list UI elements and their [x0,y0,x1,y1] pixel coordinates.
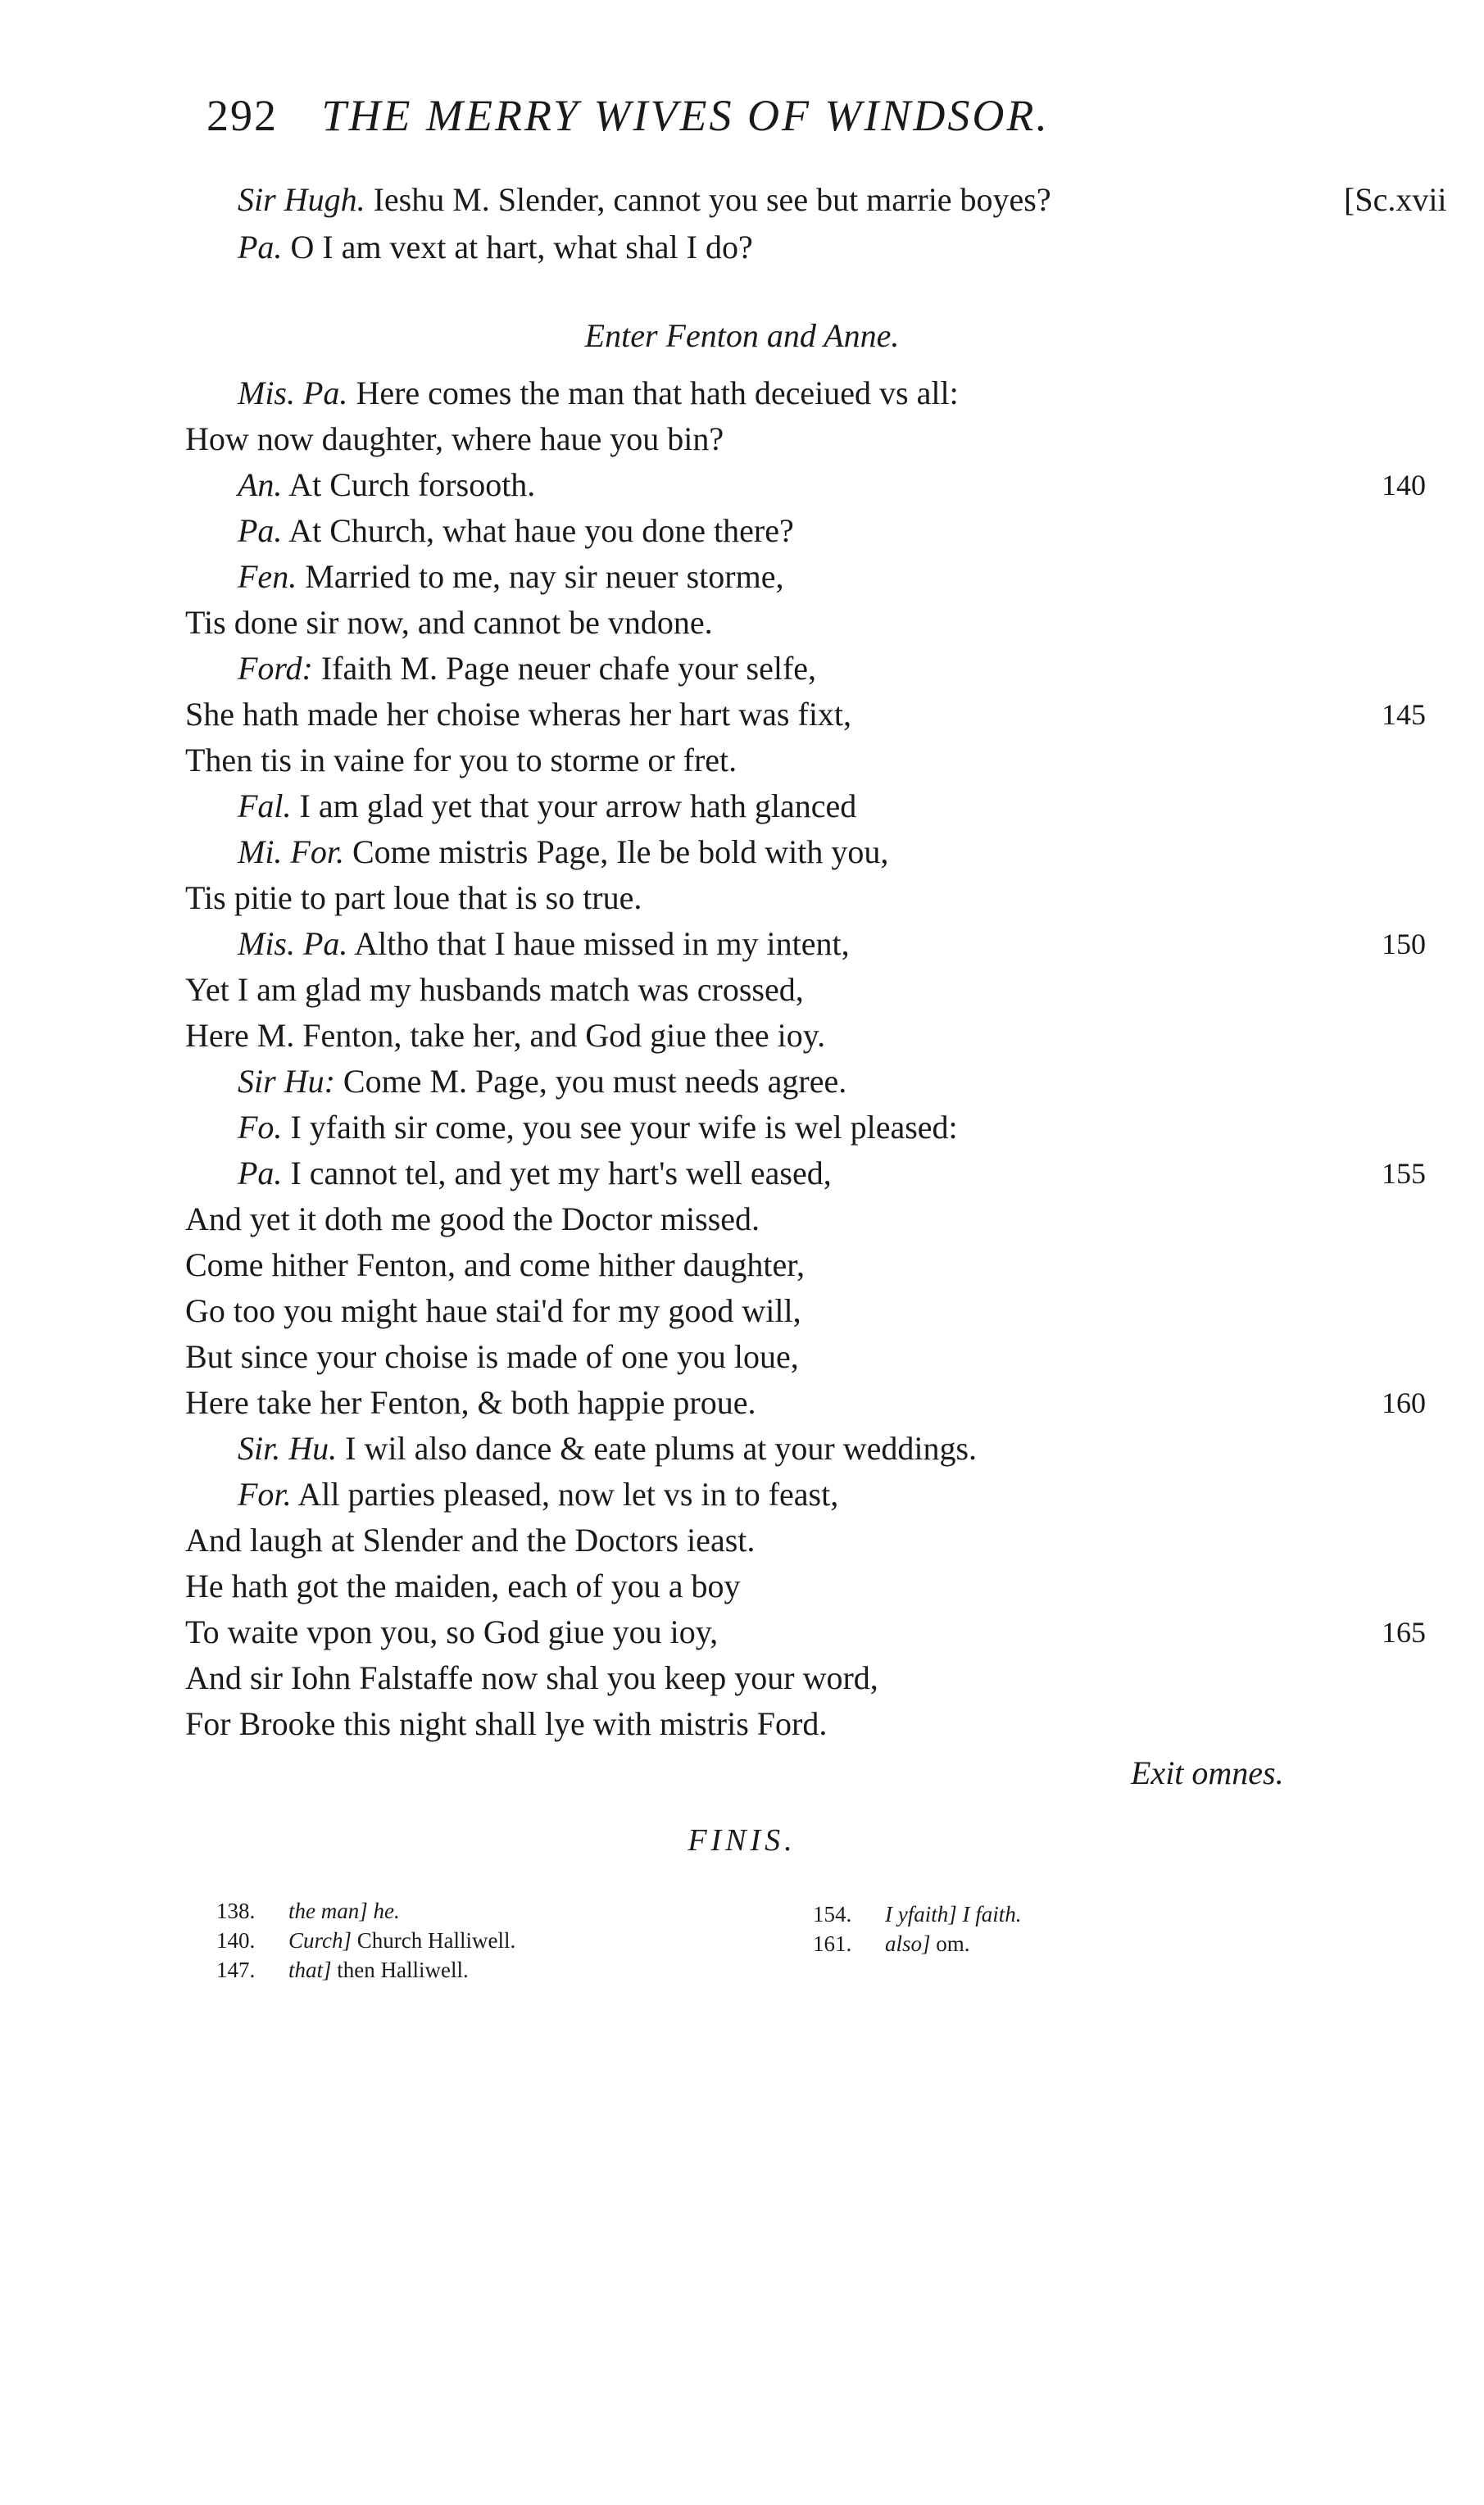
line-text: Then tis in vaine for you to storme or fret. [185,742,737,778]
verse-line [185,1659,878,1698]
note-reading: he. [373,1899,400,1923]
note-lemma: I yfaith] [885,1902,957,1926]
note-lemma: Curch] [288,1928,352,1953]
verse-line [185,1337,799,1377]
textual-note [813,1899,1022,1929]
verse-line [238,1429,977,1468]
verse-line [238,924,850,964]
verse-line [185,1521,755,1560]
line-text: Tis done sir now, and cannot be vndone. [185,604,713,641]
verse-line [238,1154,832,1193]
verse-line [185,878,642,918]
note-reading: then Halliwell. [337,1958,469,1982]
verse-line [185,1016,825,1055]
line-text: Ifaith M. Page neuer chafe your selfe, [320,650,817,687]
verse-line [238,649,816,688]
running-header [206,90,1354,141]
verse-line [185,970,804,1010]
line-text: I am glad yet that your arrow hath glanced [299,787,857,824]
speaker: Fo. [238,1109,283,1146]
speaker: For. [238,1476,292,1513]
verse-line [238,787,856,826]
speaker: Fen. [238,558,297,595]
verse-line [185,1200,760,1239]
note-lemma: also] [885,1931,931,1956]
verse-line [238,374,959,413]
speaker: Mi. For. [238,833,344,870]
speaker: Ford: [238,650,313,687]
speaker: An. [238,466,283,503]
verse-line [185,1383,756,1423]
verse-line [185,603,713,642]
note-reading: om. [936,1931,970,1956]
line-number: 140 [1382,469,1426,501]
verse-line [185,1704,827,1744]
speaker: Mis. Pa. [238,925,348,962]
line-text: Here comes the man that hath deceiued vs all: [356,374,959,411]
line-number: 165 [1382,1616,1426,1649]
verse-line [238,833,888,872]
line-text: And yet it doth me good the Doctor missed. [185,1200,760,1237]
note-number: 154. [813,1902,852,1926]
line-text: I yfaith sir come, you see your wife is wel pleased: [290,1109,958,1146]
verse-line [238,511,794,551]
line-text: Altho that I haue missed in my intent, [354,925,850,962]
verse-line [238,180,1051,220]
line-text: I wil also dance & eate plums at your weddings. [345,1430,978,1467]
line-number: 155 [1382,1157,1426,1190]
verse-line [238,465,535,505]
stage-enter: Enter [584,317,658,354]
line-number: 160 [1382,1386,1426,1419]
line-text: And laugh at Slender and the Doctors ieast. [185,1522,756,1559]
note-lemma: that] [288,1958,332,1982]
line-text: For Brooke this night shall lye with mistris Ford. [185,1705,828,1742]
line-text: I cannot tel, and yet my hart's well eased, [290,1155,832,1191]
line-number: 145 [1382,698,1426,731]
stage-direction [0,316,1484,355]
verse-line [185,1291,801,1331]
speaker: Pa. [238,512,283,549]
verse-line [238,1108,958,1147]
stage-names: Fenton [665,317,759,354]
line-text: Yet I am glad my husbands match was crossed, [185,971,804,1008]
line-text: But since your choise is made of one you loue, [185,1338,799,1375]
verse-line [185,1613,718,1652]
line-text: Ieshu M. Slender, cannot you see but marrie boyes? [373,181,1051,218]
note-number: 140. [216,1928,256,1953]
verse-line [238,228,753,267]
speaker: Sir Hu: [238,1063,335,1100]
verse-line [185,695,851,734]
line-text: Here M. Fenton, take her, and God giue thee ioy. [185,1017,826,1054]
scene-reference: [Sc.xvii [1344,181,1447,218]
exit-direction: Exit omnes. [1131,1754,1284,1791]
note-lemma: the man] [288,1899,368,1923]
line-text: Go too you might haue stai'd for my good will, [185,1292,801,1329]
finis: FINIS. [688,1823,796,1858]
speaker: Fal. [238,787,292,824]
textual-note [216,1955,469,1985]
textual-note [216,1926,515,1955]
verse-line [185,1246,805,1285]
line-text: O I am vext at hart, what shal I do? [290,229,753,265]
note-reading: Church Halliwell. [356,1928,516,1953]
stage-and: and Anne. [766,317,900,354]
speaker: Mis. Pa. [238,374,348,411]
note-number: 147. [216,1958,256,1982]
speaker: Pa. [238,1155,283,1191]
line-text: She hath made her choise wheras her hart was fixt, [185,696,852,733]
line-text: Here take her Fenton, & both happie proue. [185,1384,756,1421]
line-text: Come hither Fenton, and come hither daughter, [185,1246,805,1283]
speaker: Pa. [238,229,283,265]
line-text: At Curch forsooth. [288,466,536,503]
verse-line [238,557,783,597]
line-text: How now daughter, where haue you bin? [185,420,724,457]
line-text: At Church, what haue you done there? [288,512,794,549]
line-text: Tis pitie to part loue that is so true. [185,879,642,916]
line-text: Come M. Page, you must needs agree. [343,1063,847,1100]
line-text: Come mistris Page, Ile be bold with you, [352,833,889,870]
verse-line [238,1475,838,1514]
running-title: THE MERRY WIVES OF WINDSOR. [321,91,1050,140]
note-number: 161. [813,1931,852,1956]
note-reading: I faith. [962,1902,1022,1926]
verse-line [185,1567,741,1606]
line-text: Married to me, nay sir neuer storme, [305,558,784,595]
page-number: 292 [206,91,278,140]
verse-line [185,741,737,780]
note-number: 138. [216,1899,256,1923]
textual-note [813,1929,970,1958]
line-text: To waite vpon you, so God giue you ioy, [185,1613,719,1650]
line-number: 150 [1382,928,1426,960]
line-text: All parties pleased, now let vs in to feast, [297,1476,839,1513]
speaker: Sir Hugh. [238,181,365,218]
line-text: And sir Iohn Falstaffe now shal you keep your word, [185,1659,878,1696]
line-text: He hath got the maiden, each of you a boy [185,1568,741,1604]
verse-line [185,420,724,459]
textual-note [216,1896,400,1926]
verse-line [238,1062,846,1101]
speaker: Sir. Hu. [238,1430,338,1467]
